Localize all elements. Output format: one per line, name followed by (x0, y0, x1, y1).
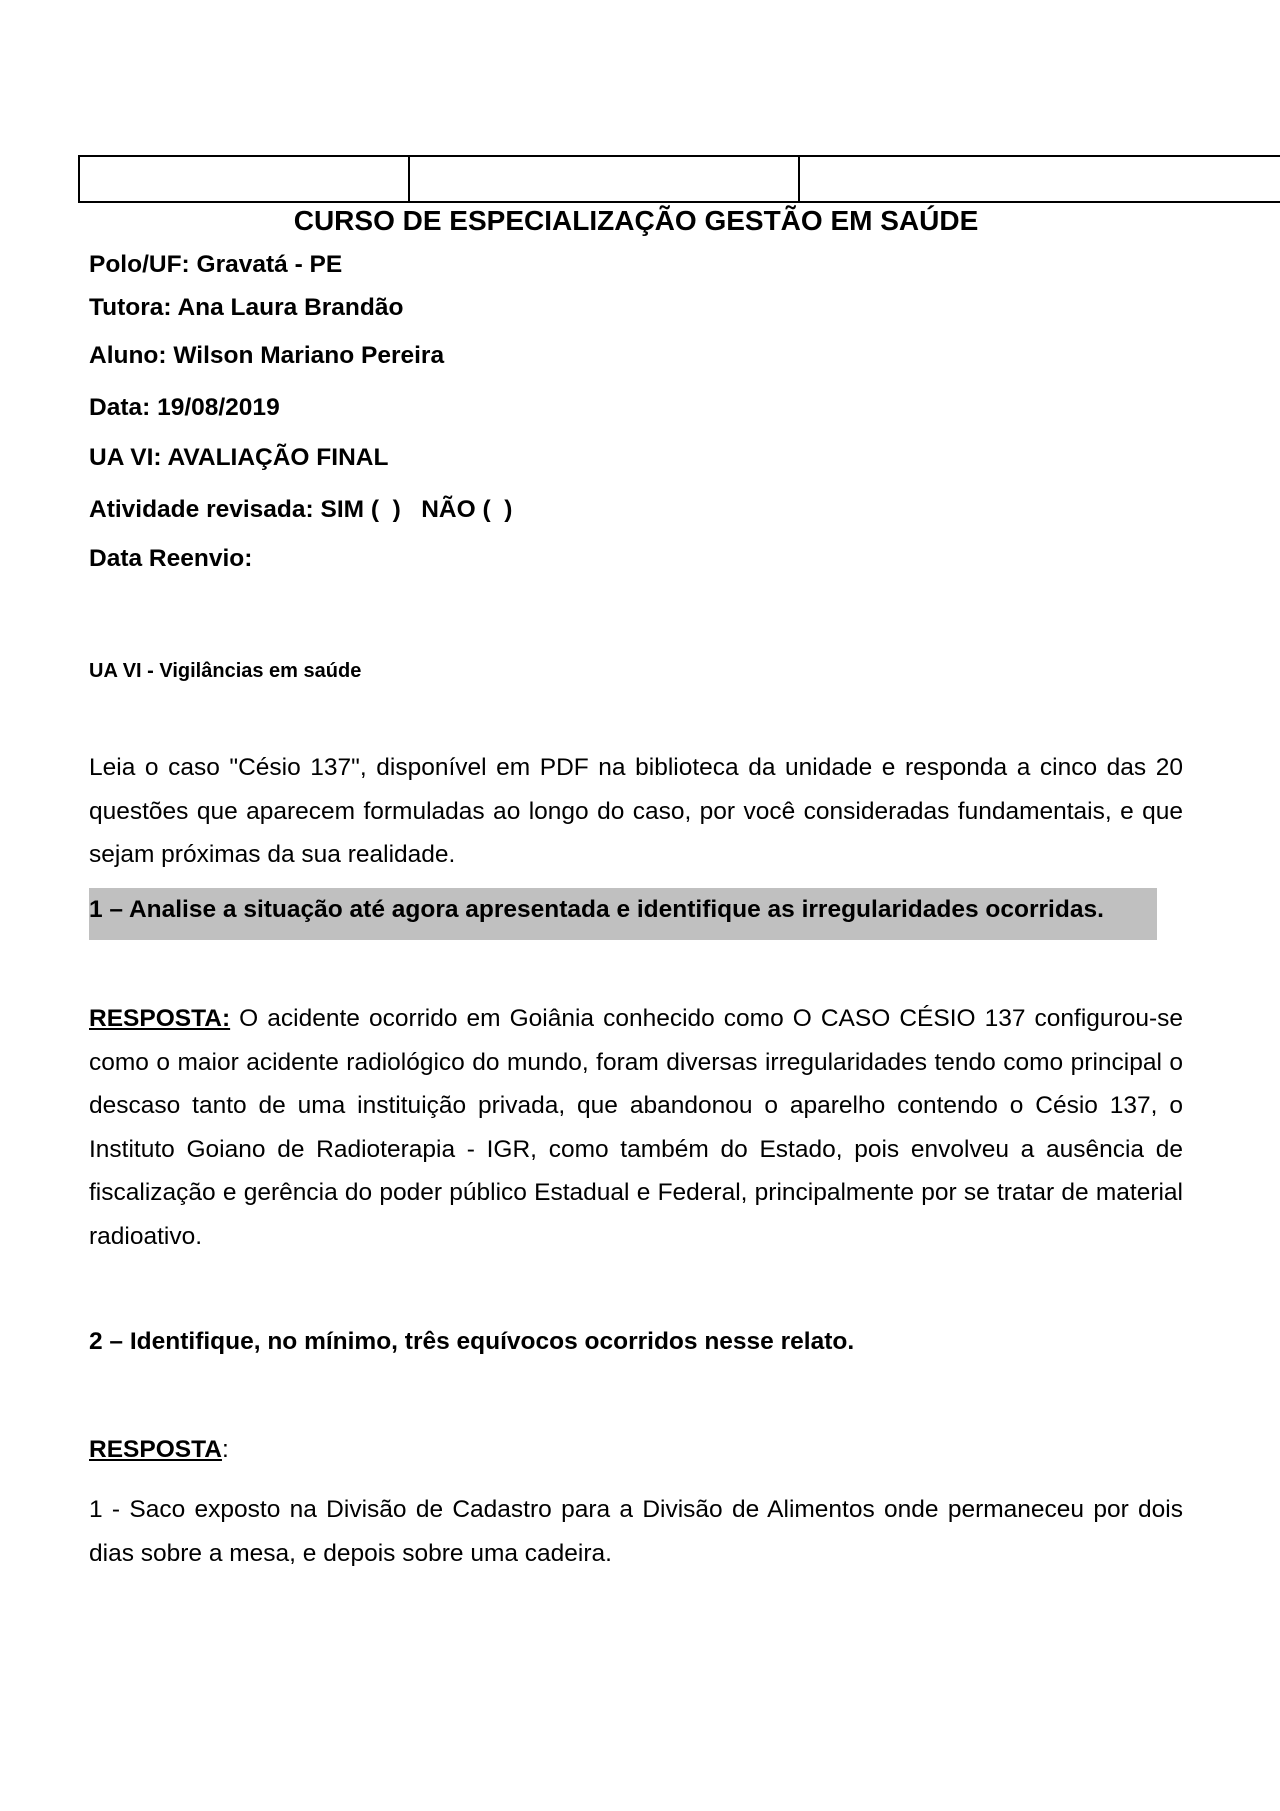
intro-paragraph: Leia o caso "Césio 137", disponível em PDF na biblioteca da unidade e responda a cinco das 20 questões que aparecem formuladas ao longo do caso, por você consideradas fundamentais, e que sejam próximas da sua realidade. (89, 754, 1183, 868)
header-table-cell (799, 156, 1280, 202)
header-table (78, 155, 1280, 203)
question-2: 2 – Identifique, no mínimo, três equívocos ocorridos nesse relato. (89, 1328, 855, 1355)
question-1: 1 – Analise a situação até agora apresentada e identifique as irregularidades ocorridas. (89, 888, 1157, 940)
course-title: CURSO DE ESPECIALIZAÇÃO GESTÃO EM SAÚDE (293, 205, 979, 236)
answer-2-item-1: 1 - Saco exposto na Divisão de Cadastro para a Divisão de Alimentos onde permaneceu por dois dias sobre a mesa, e depois sobre uma cadeira. (89, 1496, 1183, 1567)
data-line: Data: 19/08/2019 (89, 394, 280, 421)
header-table-row (79, 156, 1280, 202)
header-table-cell (79, 156, 409, 202)
answer-1-label: RESPOSTA: (89, 1005, 231, 1032)
tutora-line: Tutora: Ana Laura Brandão (89, 294, 404, 321)
polo-line: Polo/UF: Gravatá - PE (89, 251, 343, 278)
ua-line: UA VI: AVALIAÇÃO FINAL (89, 444, 389, 471)
section-label: UA VI - Vigilâncias em saúde (89, 660, 362, 682)
answer-2-label-line (89, 1428, 229, 1472)
aluno-line: Aluno: Wilson Mariano Pereira (89, 342, 445, 369)
header-table-cell (409, 156, 799, 202)
answer-1-paragraph (89, 997, 1183, 1258)
answer-1-text: O acidente ocorrido em Goiânia conhecido como O CASO CÉSIO 137 configurou-se como o maior acidente radiológico do mundo, foram diversas irregularidades tendo como principal o descaso tanto de uma instituição privada, que abandonou o aparelho contendo o Césio 137, o Instituto Goiano de Radioterapia - IGR, como também do Estado, pois envolveu a ausência de fiscalização e gerência do poder público Estadual e Federal, principalmente por se tratar de material radioativo. (89, 1005, 1183, 1250)
atividade-revisada-line: Atividade revisada: SIM ( ) NÃO ( ) (89, 496, 513, 523)
data-reenvio-line: Data Reenvio: (89, 545, 253, 572)
answer-2-label: RESPOSTA (89, 1436, 222, 1463)
answer-2-colon: : (221, 1436, 229, 1463)
